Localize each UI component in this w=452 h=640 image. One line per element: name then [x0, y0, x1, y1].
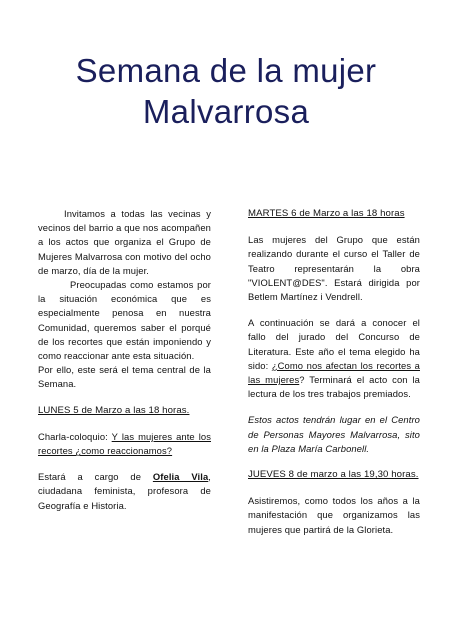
talk-prefix: Charla-coloquio: — [38, 430, 112, 442]
event-monday-talk — [38, 430, 211, 458]
theme-paragraph: Por ello, este será el tema central de la Semana. — [38, 364, 211, 390]
event-thursday-heading-text: JUEVES 8 de marzo a las 19,30 horas. — [248, 469, 419, 481]
intro-paragraph: Invitamos a todas las vecinas y vecinos del barrio a que nos acompañen a los actos que organiza el Grupo de Mujeres Malvarrosa con motivo del ocho de marzo, día de la mujer. — [38, 208, 211, 276]
event-tuesday-heading — [248, 207, 420, 221]
concern-paragraph: Preocupadas como estamos por la situación económica que es especialmente penosa en nuestra Comunidad, queremos saber el porqué de los recortes que están imponiendo y como reaccionar ante esta situación. — [38, 279, 211, 362]
event-thursday-heading — [248, 468, 420, 482]
contest-prefix: A continuación se dará a conocer el fallo del jurado del Concurso de Literatura. Este año el tema elegido ha sido: — [248, 317, 420, 371]
event-tuesday-theatre: Las mujeres del Grupo que están realizando durante el curso el Taller de Teatro representarán la obra "VIOLENT@DES". Estará dirigida por Betlem Martínez i Vendrell. — [248, 234, 420, 303]
location-note: Estos actos tendrán lugar en el Centro de Personas Mayores Malvarrosa, sito en la Plaza María Carbonell. — [248, 414, 420, 454]
title-line-2: Malvarrosa — [142, 93, 310, 130]
event-monday-heading — [38, 404, 211, 418]
contest-topic: ¿Como nos afectan los recortes a las mujeres — [248, 359, 420, 386]
left-column — [38, 207, 211, 513]
talk-title: Y las mujeres ante los recortes ¿como reaccionamos? — [38, 430, 211, 457]
event-tuesday-contest — [248, 316, 420, 401]
event-tuesday-heading-text: MARTES 6 de Marzo a las 18 horas — [248, 208, 405, 219]
contest-suffix: ? Terminará el acto con la lectura de los tres trabajos premiados. — [248, 374, 420, 400]
host-prefix: Estará a cargo de — [38, 471, 153, 483]
right-column — [248, 207, 420, 537]
page-title — [0, 50, 452, 132]
host-suffix: , ciudadana feminista, profesora de Geografía e Historia. — [38, 471, 211, 511]
event-monday-host — [38, 470, 211, 513]
host-name: Ofelia Vila — [152, 471, 209, 483]
closing-paragraph: Asistiremos, como todos los años a la manifestación que organizamos las mujeres que partirá de la Glorieta. — [248, 495, 420, 535]
event-monday-heading-text: LUNES 5 de Marzo a las 18 horas. — [38, 404, 190, 416]
title-line-1: Semana de la mujer — [75, 52, 377, 89]
